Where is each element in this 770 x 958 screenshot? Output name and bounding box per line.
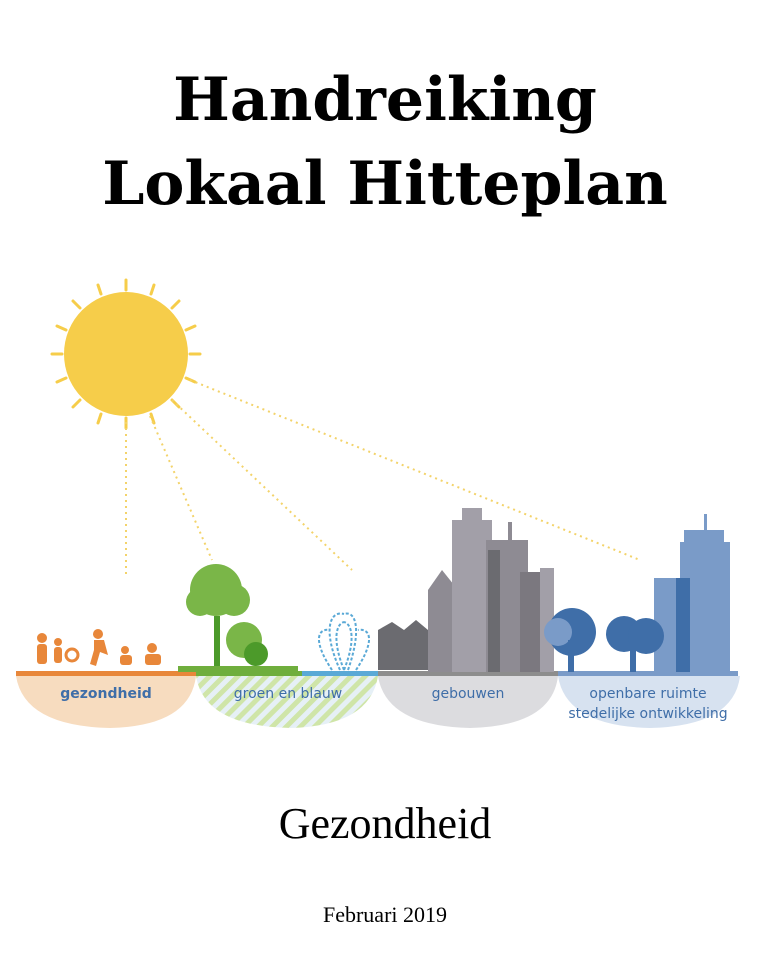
- bowl-gezondheid: [16, 676, 196, 728]
- category-label-stedelijke-ontwikkeling: stedelijke ontwikkeling: [568, 706, 728, 722]
- ground-line: [16, 671, 738, 676]
- subtitle: Gezondheid: [278, 799, 492, 848]
- city-trees-icon: [544, 514, 730, 672]
- category-label-openbare-ruimte: openbare ruimte: [589, 686, 707, 702]
- category-label-gezondheid: gezondheid: [60, 686, 152, 702]
- title-line-1: Handreiking: [173, 65, 597, 135]
- buildings-icon: [378, 508, 554, 672]
- title-line-2: Lokaal Hitteplan: [102, 149, 668, 219]
- people-icon: [37, 629, 161, 666]
- category-label-gebouwen: gebouwen: [431, 686, 505, 702]
- fountain-icon: [319, 613, 369, 670]
- sun-rays: [126, 380, 640, 576]
- tree-icon: [178, 564, 298, 672]
- heat-plan-illustration: [0, 260, 770, 750]
- publication-date: Februari 2019: [322, 902, 448, 927]
- document-title: [0, 58, 770, 226]
- bowl-groen-en-blauw: [196, 676, 378, 728]
- category-label-groen-en-blauw: groen en blauw: [233, 686, 343, 702]
- bowl-gebouwen: [378, 676, 558, 728]
- sun-icon: [52, 280, 200, 428]
